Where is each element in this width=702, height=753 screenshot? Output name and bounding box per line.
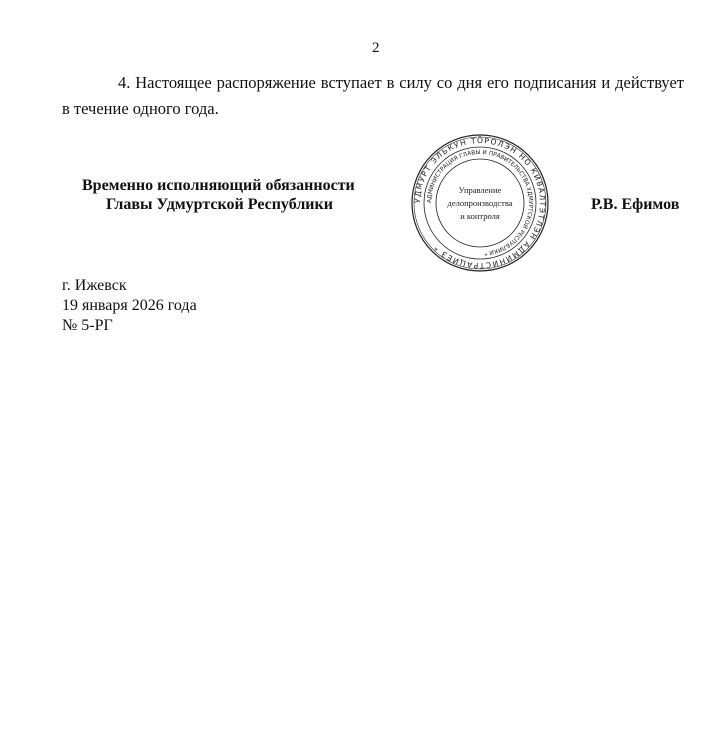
document-date: 19 января 2026 года [62,297,197,314]
signatory-name: Р.В. Ефимов [591,196,680,213]
stamp-center-line3: и контроля [460,211,500,221]
city: г. Ижевск [62,277,127,294]
official-stamp [410,133,550,273]
signatory-position-line1: Временно исполняющий обязанности [82,177,355,194]
stamp-center-line2: делопроизводства [447,198,513,208]
stamp-center-line1: Управление [458,185,502,195]
signatory-position-line2: Главы Удмуртской Республики [106,196,333,213]
stamp-outer-text: УДМУРТ ЭЛЬКУН ТӦРОЛЭН НО КИВАЛТЭТЛЭН АДМИНИСТРАЦИЕЗ * [412,135,548,271]
paragraph-4: 4. Настоящее распоряжение вступает в силу со дня его подписания и действует в течение одного года. [62,73,684,118]
page-number: 2 [372,40,380,56]
document-number: № 5-РГ [62,317,113,334]
stamp-inner-text: АДМИНИСТРАЦИЯ ГЛАВЫ И ПРАВИТЕЛЬСТВА УДМУРТСКОЙ РЕСПУБЛИКИ * [426,149,534,256]
